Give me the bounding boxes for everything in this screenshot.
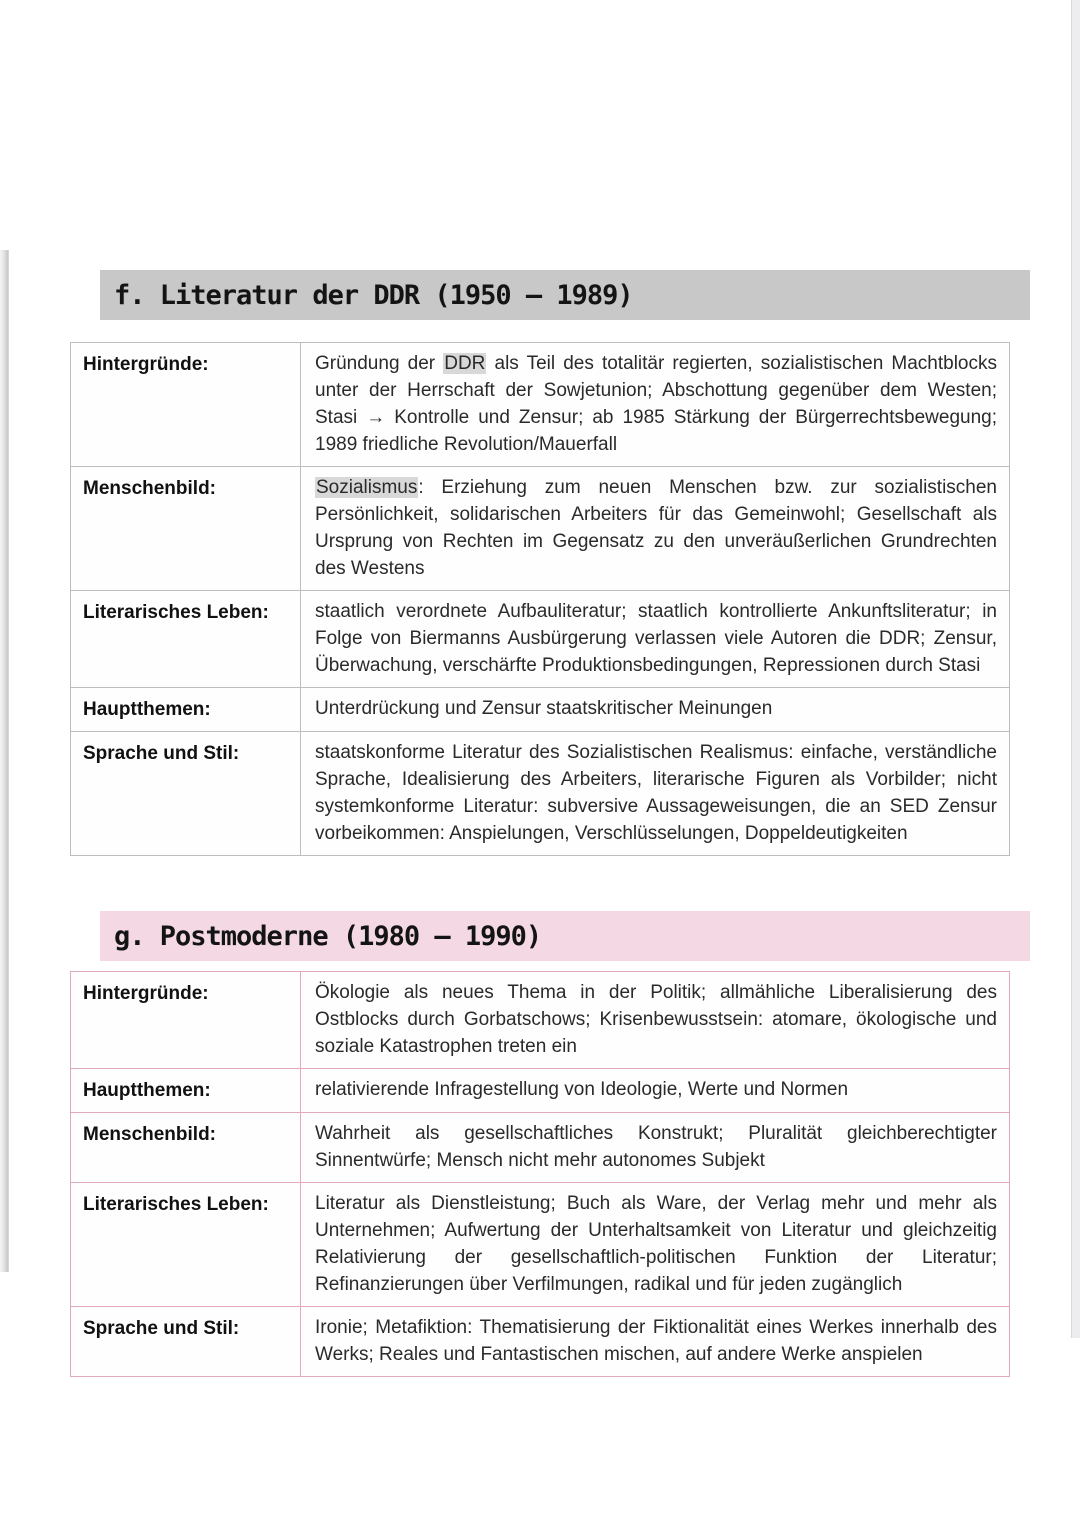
highlighted-term: Sozialismus: [316, 477, 418, 498]
table-row: [71, 688, 1010, 732]
section-postmoderne: [70, 911, 1010, 1377]
highlighted-term: DDR: [444, 353, 486, 374]
row-content: [301, 343, 1010, 467]
table-row: [71, 1307, 1010, 1377]
row-label: Hauptthemen:: [71, 1069, 301, 1113]
info-table-postmoderne: [70, 971, 1010, 1377]
text-run: Wahrheit als gesellschaftliches Konstrukt; Pluralität gleichberechtigter Sinnentwürfe; Mensch nicht mehr autonomes Subjekt: [315, 1123, 997, 1171]
text-run: Unterdrückung und Zensur staatskritischer Meinungen: [315, 698, 773, 719]
document-page: [70, 270, 1010, 1377]
row-label: Sprache und Stil:: [71, 732, 301, 856]
spacer: [70, 320, 1010, 342]
row-label: Menschenbild:: [71, 467, 301, 591]
section-literatur-der-ddr: [70, 270, 1010, 856]
text-run: relativierende Infragestellung von Ideologie, Werte und Normen: [315, 1079, 849, 1100]
row-content: [301, 1307, 1010, 1377]
table-row: [71, 1069, 1010, 1113]
table-row: [71, 1113, 1010, 1183]
spacer: [70, 856, 1010, 911]
text-run: : Erziehung zum neuen Menschen bzw. zur sozialistischen Persönlichkeit, solidarischen Arbeiters für das Gemeinwohl; Gesellschaft als Ursprung von Rechten im Gegensatz zu den unveräußerlichen Grundrechten des Westens: [315, 477, 997, 579]
row-label: Hintergründe:: [71, 343, 301, 467]
row-label: Literarisches Leben:: [71, 591, 301, 688]
page-edge-right: [1071, 0, 1080, 1338]
row-content: [301, 591, 1010, 688]
table-row: [71, 1183, 1010, 1307]
table-row: [71, 591, 1010, 688]
row-content: [301, 1113, 1010, 1183]
table-row: [71, 343, 1010, 467]
text-run: Literatur als Dienstleistung; Buch als Ware, der Verlag mehr und mehr als Unternehmen; Aufwertung der Unterhaltsamkeit von Literatur und gleichzeitig Relativierung der gesellschaftlich-politischen Funktion der Literatur; Refinanzierungen über Verfilmungen, radikal und für jeden zugänglich: [315, 1193, 997, 1295]
row-content: [301, 467, 1010, 591]
text-run: Ironie; Metafiktion: Thematisierung der Fiktionalität eines Werkes innerhalb des Werks; Reales und Fantastischen mischen, auf andere Werke anspielen: [315, 1317, 997, 1365]
row-content: [301, 688, 1010, 732]
section-heading-postmoderne: g. Postmoderne (1980 – 1990): [100, 911, 1030, 961]
section-heading-ddr: f. Literatur der DDR (1950 – 1989): [100, 270, 1030, 320]
row-content: [301, 972, 1010, 1069]
row-label: Sprache und Stil:: [71, 1307, 301, 1377]
row-label: Hauptthemen:: [71, 688, 301, 732]
text-run: Gründung der: [315, 353, 444, 374]
row-content: [301, 1069, 1010, 1113]
text-run: Ökologie als neues Thema in der Politik; allmähliche Liberalisierung des Ostblocks durch Gorbatschows; Krisenbewusstsein: atomare, ökologische und soziale Katastrophen treten ein: [315, 982, 997, 1057]
row-label: Hintergründe:: [71, 972, 301, 1069]
table-row: [71, 467, 1010, 591]
row-content: [301, 732, 1010, 856]
info-table-ddr: [70, 342, 1010, 856]
row-label: Menschenbild:: [71, 1113, 301, 1183]
table-row: [71, 972, 1010, 1069]
page-edge-left: [0, 250, 9, 1272]
text-run: staatlich verordnete Aufbauliteratur; staatlich kontrollierte Ankunftsliteratur; in Folge von Biermanns Ausbürgerung verlassen viele Autoren die DDR; Zensur, Überwachung, verschärfte Produktionsbedingungen, Repressionen durch Stasi: [315, 601, 997, 676]
text-run: staatskonforme Literatur des Sozialistischen Realismus: einfache, verständliche Sprache, Idealisierung des Arbeiters, literarische Figuren als Vorbilder; nicht systemkonforme Literatur: subversive Aussageweisungen, die an SED Zensur vorbeikommen: Anspielungen, Verschlüsselungen, Doppeldeutigkeiten: [315, 742, 997, 844]
row-content: [301, 1183, 1010, 1307]
row-label: Literarisches Leben:: [71, 1183, 301, 1307]
text-run: als Teil des totalitär regierten, sozialistischen Machtblocks unter der Herrschaft der Sowjetunion; Abschottung gegenüber dem Westen; Stasi → Kontrolle und Zensur; ab 1985 Stärkung der Bürgerrechtsbewegung; 1989 friedliche Revolution/Mauerfall: [315, 353, 997, 455]
spacer: [70, 961, 1010, 971]
table-row: [71, 732, 1010, 856]
